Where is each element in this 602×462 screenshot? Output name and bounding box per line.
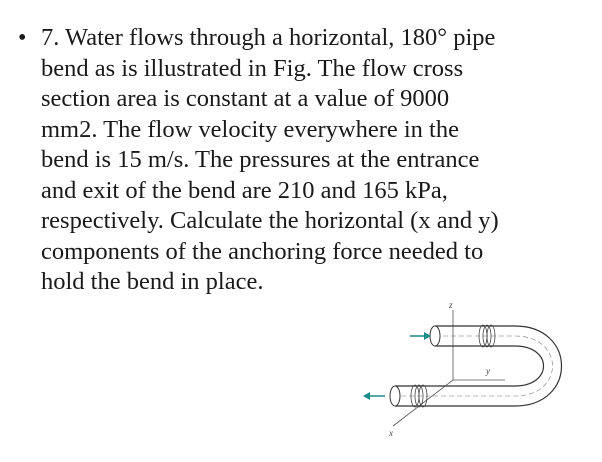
z-axis-label: z	[449, 300, 453, 310]
inlet-opening	[430, 326, 440, 346]
y-axis-label: y	[486, 366, 490, 376]
problem-line: section area is constant at a value of 9000	[41, 85, 450, 112]
outlet-opening	[390, 386, 400, 406]
problem-line: components of the anchoring force needed to	[41, 237, 484, 265]
problem-statement	[41, 23, 581, 298]
pipe-bend-figure	[355, 298, 590, 458]
problem-line: bend as is illustrated in Fig. The flow cross	[41, 54, 464, 82]
problem-line: 7. Water flows through a horizontal, 180° pipe	[41, 24, 496, 51]
bullet-marker: •	[18, 25, 27, 51]
x-axis	[393, 380, 453, 426]
problem-line: bend is 15 m/s. The pressures at the entrance	[41, 146, 480, 173]
problem-line: mm2. The flow velocity everywhere in the	[41, 115, 459, 143]
pipe-outer-wall	[395, 326, 562, 406]
pipe-centerline	[395, 336, 553, 396]
problem-line: and exit of the bend are 210 and 165 kPa,	[41, 176, 448, 204]
problem-line: respectively. Calculate the horizontal (x and y)	[41, 207, 499, 234]
outflow-arrow-icon	[363, 392, 370, 400]
pipe-bend-diagram	[355, 298, 590, 458]
x-axis-label: x	[389, 428, 393, 438]
problem-line: hold the bend in place.	[41, 268, 264, 295]
